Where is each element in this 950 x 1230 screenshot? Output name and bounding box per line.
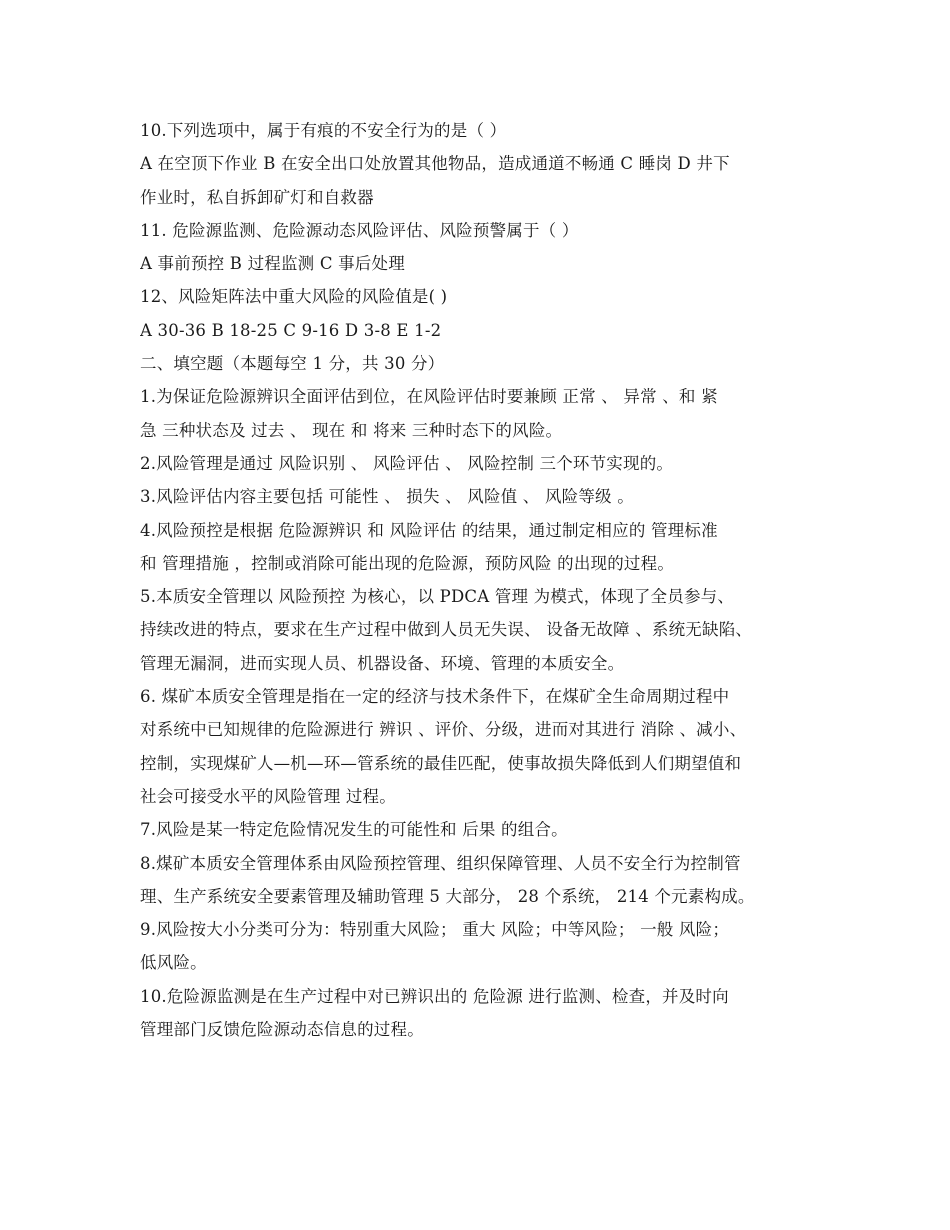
fill-item-5-cont: 持续改进的特点，要求在生产过程中做到人员无失误、 设备无故障 、系统无缺陷、 [140,620,753,640]
question-10-options: A 在空顶下作业 B 在安全出口处放置其他物品，造成通道不畅通 C 睡岗 D 井下 [140,154,730,174]
fill-item-4-cont: 和 管理措施 ，控制或消除可能出现的危险源，预防风险 的出现的过程。 [140,553,675,573]
question-10-stem: 10.下列选项中，属于有痕的不安全行为的是（ ） [140,121,507,140]
document-body [140,114,830,1046]
fill-item-9-cont: 低风险。 [140,953,207,973]
fill-item-10: 10.危险源监测是在生产过程中对已辨识出的 危险源 进行监测、检查，并及时向 [140,986,729,1006]
question-11-stem: 11. 危险源监测、危险源动态风险评估、风险预警属于（ ） [140,220,579,240]
fill-item-5-cont-2: 管理无漏洞，进而实现人员、机器设备、环境、管理的本质安全。 [140,653,625,673]
fill-item-8: 8.煤矿本质安全管理体系由风险预控管理、组织保障管理、人员不安全行为控制管 [140,853,741,873]
fill-item-4: 4.风险预控是根据 危险源辨识 和 风险评估 的结果，通过制定相应的 管理标准 [140,520,718,540]
fill-item-6-cont-2: 控制，实现煤矿人—机—环—管系统的最佳匹配，使事故损失降低到人们期望值和 [140,753,742,773]
question-12-stem: 12、风险矩阵法中重大风险的风险值是( ) [140,287,448,307]
question-10-options-cont: 作业时，私自拆卸矿灯和自救器 [140,187,374,207]
fill-item-7: 7.风险是某一特定危险情况发生的可能性和 后果 的组合。 [140,820,568,840]
fill-item-3: 3.风险评估内容主要包括 可能性 、 损失 、 风险值 、 风险等级 。 [140,487,634,507]
fill-item-10-cont: 管理部门反馈危险源动态信息的过程。 [140,1020,424,1040]
fill-item-5: 5.本质安全管理以 风险预控 为核心，以 PDCA 管理 为模式，体现了全员参与、 [140,587,735,607]
section-heading-fill-in: 二、填空题（本题每空 1 分，共 30 分） [140,354,445,374]
fill-item-8-cont: 理、生产系统安全要素管理及辅助管理 5 大部分， 28 个系统， 214 个元素构成。 [140,886,755,906]
fill-item-6-cont-3: 社会可接受水平的风险管理 过程。 [140,786,396,806]
fill-item-6: 6. 煤矿本质安全管理是指在一定的经济与技术条件下，在煤矿全生命周期过程中 [140,687,730,707]
fill-item-6-cont: 对系统中已知规律的危险源进行 辨识 、评价、分级，进而对其进行 消除 、减小、 [140,720,747,740]
fill-item-9: 9.风险按大小分类可分为：特别重大风险； 重大 风险；中等风险； 一般 风险； [140,920,730,940]
question-11-options: A 事前预控 B 过程监测 C 事后处理 [140,254,405,274]
question-12-options: A 30-36 B 18-25 C 9-16 D 3-8 E 1-2 [140,320,442,340]
fill-item-2: 2.风险管理是通过 风险识别 、 风险评估 、 风险控制 三个环节实现的。 [140,453,674,473]
fill-item-1: 1.为保证危险源辨识全面评估到位，在风险评估时要兼顾 正常 、 异常 、和 紧 [140,387,718,407]
fill-item-1-cont: 急 三种状态及 过去 、 现在 和 将来 三种时态下的风险。 [140,420,563,440]
